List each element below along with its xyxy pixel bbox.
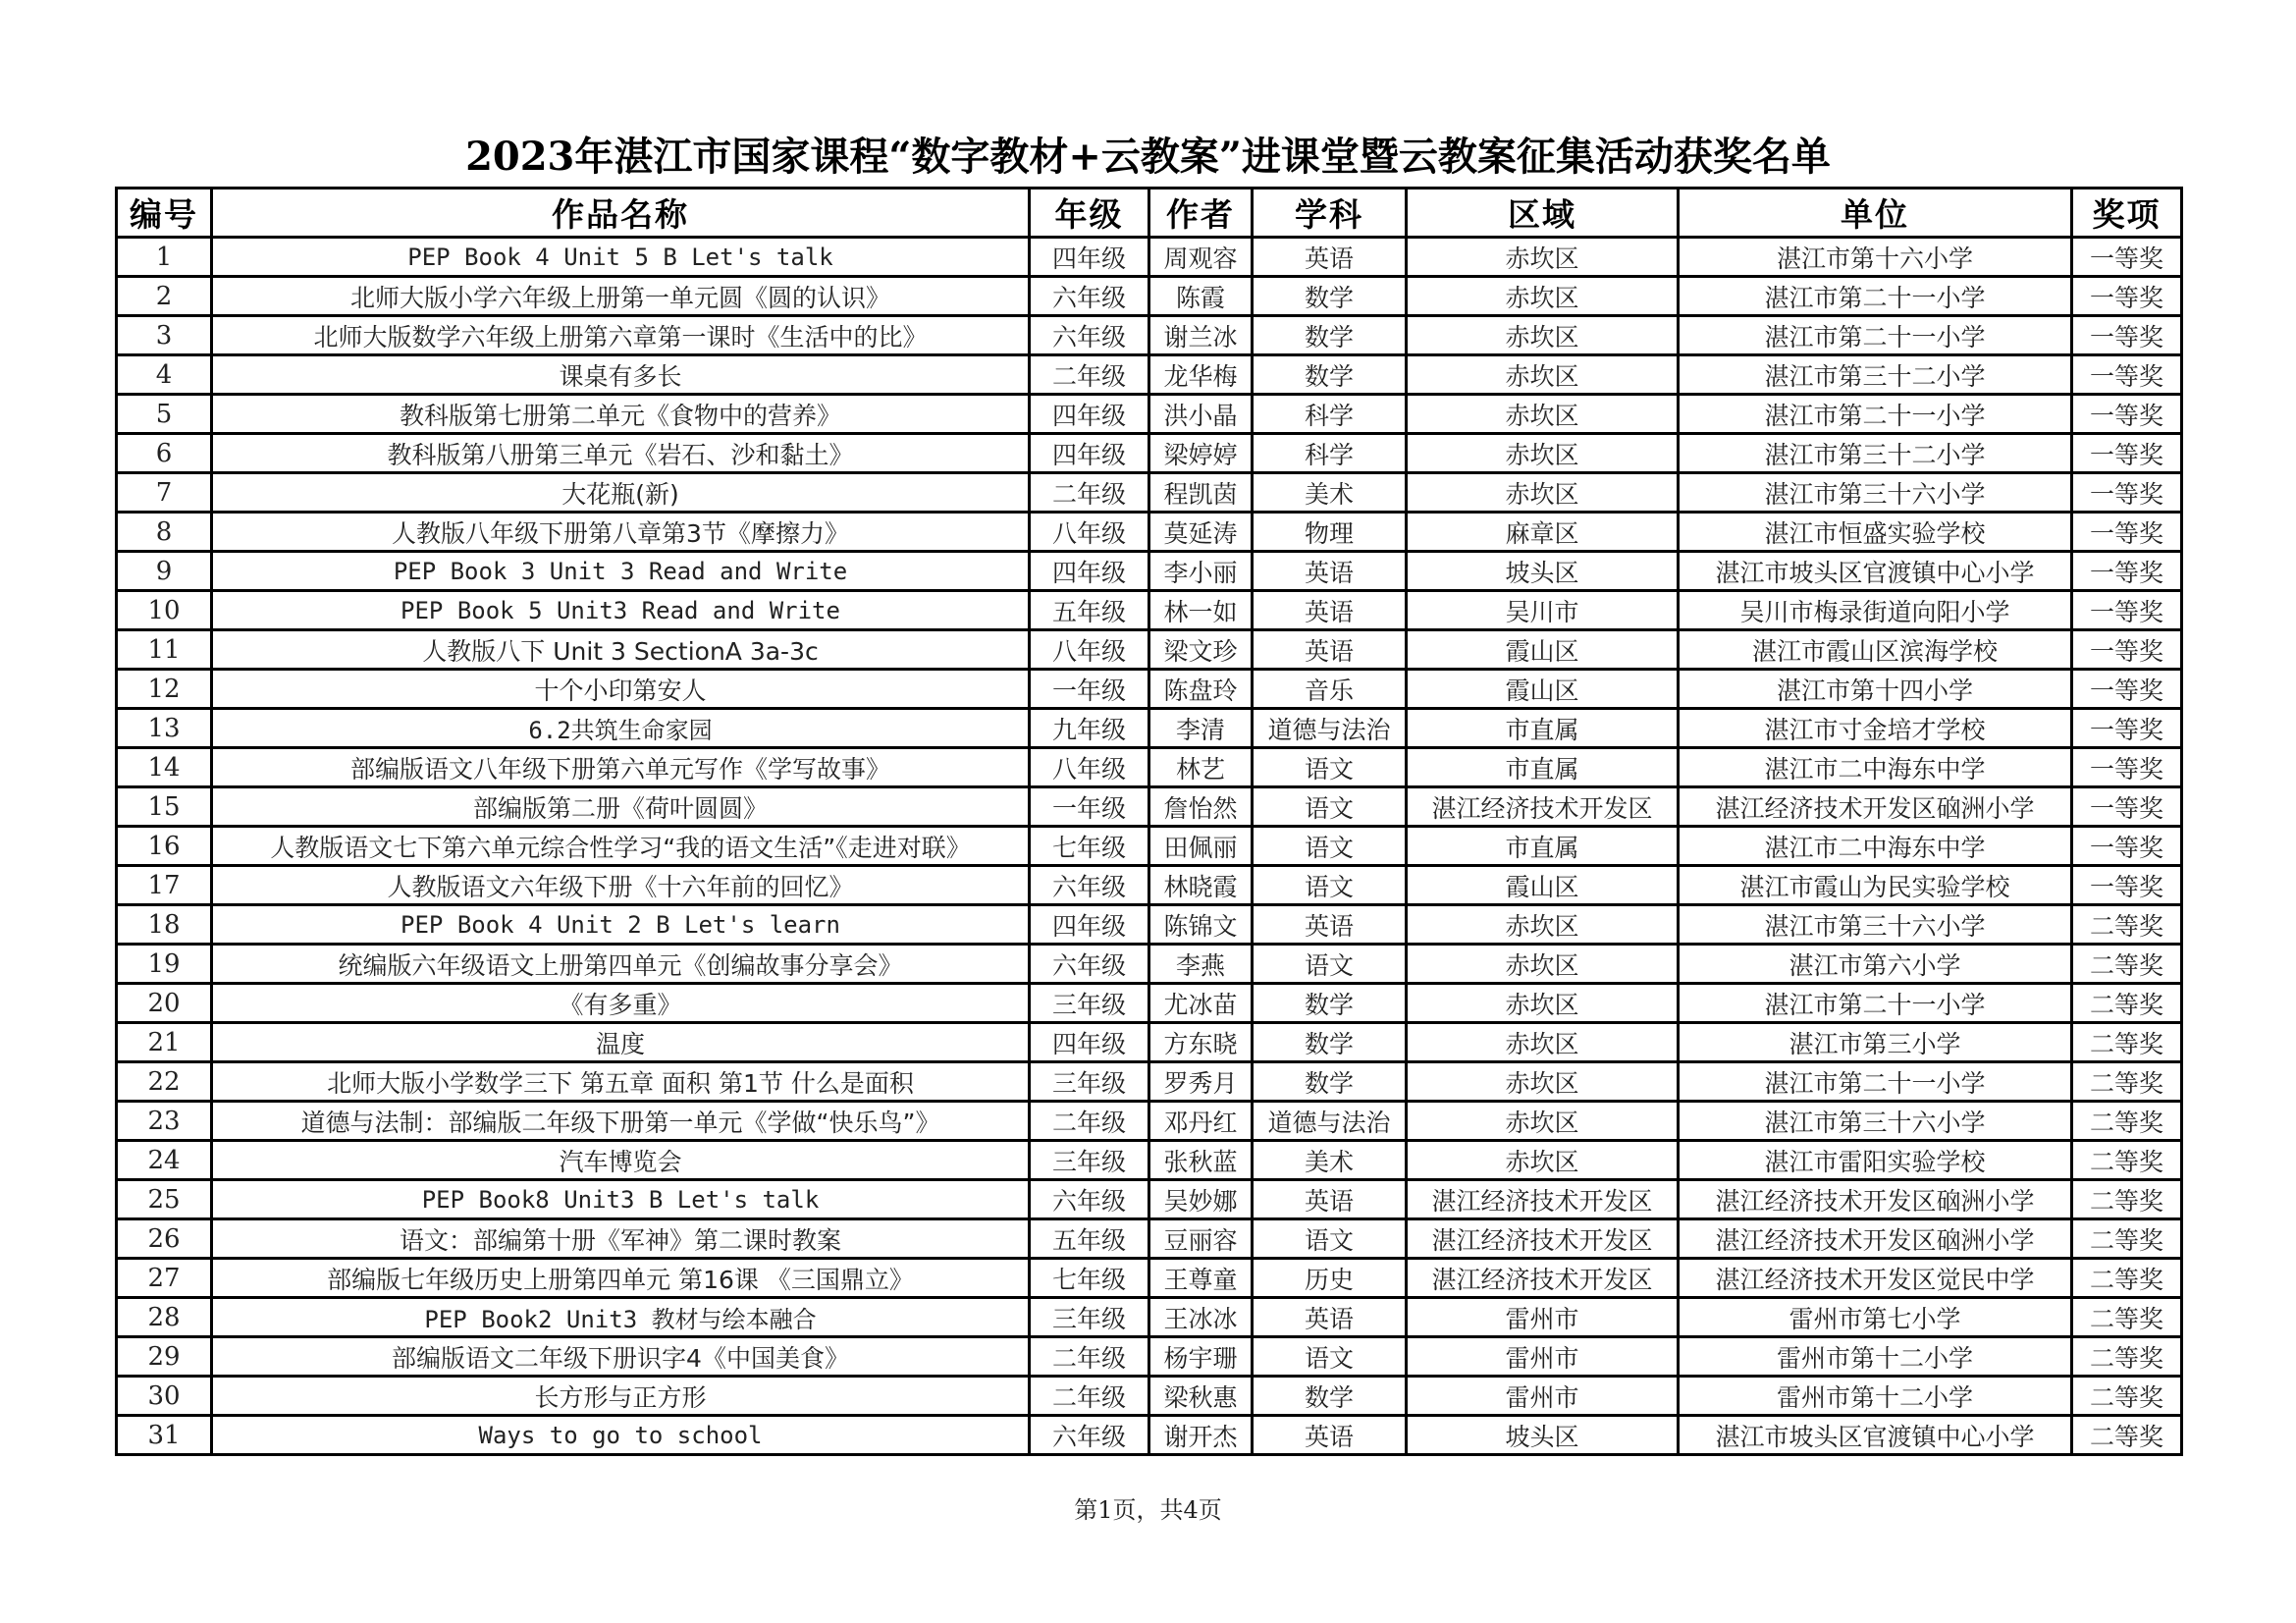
- cell-author: 尤冰苗: [1149, 984, 1253, 1023]
- table-row: [117, 670, 2182, 709]
- cell-award: 一等奖: [2072, 709, 2182, 748]
- table-row: [117, 316, 2182, 355]
- cell-district: 雷州市: [1407, 1377, 1679, 1416]
- cell-district: 坡头区: [1407, 552, 1679, 591]
- cell-school: 湛江市第二十一小学: [1679, 316, 2072, 355]
- cell-work-title: 大花瓶(新): [212, 473, 1030, 513]
- cell-author: 张秋蓝: [1149, 1141, 1253, 1180]
- cell-award: 一等奖: [2072, 277, 2182, 316]
- table-header-row: [117, 189, 2182, 238]
- cell-grade: 三年级: [1030, 1141, 1149, 1180]
- cell-grade: 二年级: [1030, 1337, 1149, 1377]
- cell-award: 二等奖: [2072, 1062, 2182, 1102]
- cell-subject: 英语: [1253, 1298, 1407, 1337]
- table-row: [117, 1377, 2182, 1416]
- cell-award: 二等奖: [2072, 1102, 2182, 1141]
- cell-grade: 六年级: [1030, 866, 1149, 905]
- cell-school: 湛江市第十四小学: [1679, 670, 2072, 709]
- table-row: [117, 1298, 2182, 1337]
- cell-school: 湛江市第六小学: [1679, 945, 2072, 984]
- cell-work-title: PEP Book 3 Unit 3 Read and Write: [212, 552, 1030, 591]
- cell-grade: 四年级: [1030, 552, 1149, 591]
- cell-school: 湛江市第二十一小学: [1679, 277, 2072, 316]
- cell-award: 一等奖: [2072, 473, 2182, 513]
- cell-school: 湛江经济技术开发区硇洲小学: [1679, 1219, 2072, 1259]
- cell-district: 赤坎区: [1407, 945, 1679, 984]
- cell-author: 莫延涛: [1149, 513, 1253, 552]
- cell-work-title: 教科版第七册第二单元《食物中的营养》: [212, 395, 1030, 434]
- cell-school: 湛江市霞山为民实验学校: [1679, 866, 2072, 905]
- cell-district: 赤坎区: [1407, 473, 1679, 513]
- table-row: [117, 1416, 2182, 1455]
- cell-district: 霞山区: [1407, 670, 1679, 709]
- cell-work-title: 温度: [212, 1023, 1030, 1062]
- cell-school: 湛江市坡头区官渡镇中心小学: [1679, 1416, 2072, 1455]
- cell-id: 26: [117, 1219, 212, 1259]
- cell-award: 二等奖: [2072, 1377, 2182, 1416]
- table-row: [117, 945, 2182, 984]
- cell-award: 一等奖: [2072, 827, 2182, 866]
- table-row: [117, 709, 2182, 748]
- cell-school: 湛江市二中海东中学: [1679, 748, 2072, 787]
- table-row: [117, 1062, 2182, 1102]
- cell-school: 湛江市第三小学: [1679, 1023, 2072, 1062]
- cell-district: 赤坎区: [1407, 1141, 1679, 1180]
- cell-award: 二等奖: [2072, 1298, 2182, 1337]
- cell-work-title: 道德与法制：部编版二年级下册第一单元《学做“快乐鸟”》: [212, 1102, 1030, 1141]
- table-row: [117, 552, 2182, 591]
- cell-grade: 六年级: [1030, 277, 1149, 316]
- cell-school: 雷州市第十二小学: [1679, 1337, 2072, 1377]
- cell-author: 洪小晶: [1149, 395, 1253, 434]
- cell-school: 湛江市第三十六小学: [1679, 905, 2072, 945]
- cell-award: 一等奖: [2072, 395, 2182, 434]
- cell-author: 梁秋惠: [1149, 1377, 1253, 1416]
- cell-award: 二等奖: [2072, 1141, 2182, 1180]
- cell-id: 30: [117, 1377, 212, 1416]
- cell-school: 湛江市坡头区官渡镇中心小学: [1679, 552, 2072, 591]
- table-row: [117, 591, 2182, 630]
- cell-id: 11: [117, 630, 212, 670]
- cell-subject: 历史: [1253, 1259, 1407, 1298]
- cell-award: 二等奖: [2072, 1219, 2182, 1259]
- table-row: [117, 1337, 2182, 1377]
- cell-id: 5: [117, 395, 212, 434]
- award-table: [115, 187, 2183, 1456]
- cell-district: 霞山区: [1407, 630, 1679, 670]
- cell-subject: 英语: [1253, 905, 1407, 945]
- cell-work-title: 汽车博览会: [212, 1141, 1030, 1180]
- cell-grade: 六年级: [1030, 316, 1149, 355]
- cell-district: 赤坎区: [1407, 984, 1679, 1023]
- cell-subject: 英语: [1253, 1180, 1407, 1219]
- cell-work-title: 人教版八年级下册第八章第3节《摩擦力》: [212, 513, 1030, 552]
- cell-grade: 八年级: [1030, 630, 1149, 670]
- cell-subject: 科学: [1253, 395, 1407, 434]
- cell-school: 湛江市寸金培才学校: [1679, 709, 2072, 748]
- table-row: [117, 1023, 2182, 1062]
- cell-school: 湛江市第二十一小学: [1679, 395, 2072, 434]
- cell-district: 赤坎区: [1407, 355, 1679, 395]
- cell-author: 程凯茵: [1149, 473, 1253, 513]
- cell-id: 21: [117, 1023, 212, 1062]
- cell-author: 梁婷婷: [1149, 434, 1253, 473]
- cell-district: 赤坎区: [1407, 434, 1679, 473]
- cell-school: 湛江市第十六小学: [1679, 238, 2072, 277]
- cell-author: 李燕: [1149, 945, 1253, 984]
- table-row: [117, 1180, 2182, 1219]
- cell-work-title: 北师大版数学六年级上册第六章第一课时《生活中的比》: [212, 316, 1030, 355]
- cell-award: 一等奖: [2072, 552, 2182, 591]
- page-number: 第1页，共4页: [1074, 1496, 1222, 1524]
- table-row: [117, 1259, 2182, 1298]
- cell-district: 赤坎区: [1407, 1102, 1679, 1141]
- cell-grade: 四年级: [1030, 395, 1149, 434]
- cell-award: 二等奖: [2072, 984, 2182, 1023]
- cell-id: 29: [117, 1337, 212, 1377]
- cell-subject: 语文: [1253, 1219, 1407, 1259]
- cell-author: 陈霞: [1149, 277, 1253, 316]
- cell-id: 19: [117, 945, 212, 984]
- cell-work-title: 人教版语文六年级下册《十六年前的回忆》: [212, 866, 1030, 905]
- cell-subject: 音乐: [1253, 670, 1407, 709]
- cell-grade: 九年级: [1030, 709, 1149, 748]
- cell-district: 霞山区: [1407, 866, 1679, 905]
- cell-id: 2: [117, 277, 212, 316]
- cell-award: 一等奖: [2072, 591, 2182, 630]
- cell-grade: 七年级: [1030, 1259, 1149, 1298]
- cell-author: 林晓霞: [1149, 866, 1253, 905]
- cell-work-title: 人教版八下 Unit 3 SectionA 3a-3c: [212, 630, 1030, 670]
- cell-id: 27: [117, 1259, 212, 1298]
- cell-grade: 七年级: [1030, 827, 1149, 866]
- cell-subject: 英语: [1253, 1416, 1407, 1455]
- cell-award: 一等奖: [2072, 513, 2182, 552]
- cell-author: 陈盘玲: [1149, 670, 1253, 709]
- cell-school: 雷州市第七小学: [1679, 1298, 2072, 1337]
- cell-school: 湛江市二中海东中学: [1679, 827, 2072, 866]
- cell-grade: 二年级: [1030, 473, 1149, 513]
- cell-school: 湛江市第二十一小学: [1679, 1062, 2072, 1102]
- cell-work-title: 部编版七年级历史上册第四单元 第16课 《三国鼎立》: [212, 1259, 1030, 1298]
- cell-grade: 二年级: [1030, 1377, 1149, 1416]
- table-row: [117, 905, 2182, 945]
- table-row: [117, 277, 2182, 316]
- cell-author: 杨宇珊: [1149, 1337, 1253, 1377]
- cell-id: 1: [117, 238, 212, 277]
- cell-district: 湛江经济技术开发区: [1407, 787, 1679, 827]
- cell-work-title: 部编版语文八年级下册第六单元写作《学写故事》: [212, 748, 1030, 787]
- cell-school: 湛江市恒盛实验学校: [1679, 513, 2072, 552]
- cell-author: 谢兰冰: [1149, 316, 1253, 355]
- cell-award: 一等奖: [2072, 670, 2182, 709]
- cell-district: 雷州市: [1407, 1298, 1679, 1337]
- header-work-title: 作品名称: [212, 189, 1030, 238]
- cell-subject: 数学: [1253, 1377, 1407, 1416]
- header-id: 编号: [117, 189, 212, 238]
- cell-work-title: PEP Book 4 Unit 5 B Let's talk: [212, 238, 1030, 277]
- cell-subject: 英语: [1253, 552, 1407, 591]
- cell-school: 湛江市第二十一小学: [1679, 984, 2072, 1023]
- cell-id: 31: [117, 1416, 212, 1455]
- cell-grade: 四年级: [1030, 238, 1149, 277]
- cell-district: 赤坎区: [1407, 1062, 1679, 1102]
- table-row: [117, 1219, 2182, 1259]
- header-subject: 学科: [1253, 189, 1407, 238]
- cell-award: 一等奖: [2072, 787, 2182, 827]
- cell-award: 一等奖: [2072, 866, 2182, 905]
- cell-author: 周观容: [1149, 238, 1253, 277]
- cell-district: 坡头区: [1407, 1416, 1679, 1455]
- cell-grade: 六年级: [1030, 1180, 1149, 1219]
- header-district: 区域: [1407, 189, 1679, 238]
- cell-subject: 道德与法治: [1253, 1102, 1407, 1141]
- cell-id: 23: [117, 1102, 212, 1141]
- cell-work-title: 教科版第八册第三单元《岩石、沙和黏土》: [212, 434, 1030, 473]
- cell-school: 雷州市第十二小学: [1679, 1377, 2072, 1416]
- cell-id: 10: [117, 591, 212, 630]
- header-grade: 年级: [1030, 189, 1149, 238]
- cell-district: 麻章区: [1407, 513, 1679, 552]
- cell-grade: 四年级: [1030, 905, 1149, 945]
- cell-work-title: PEP Book 4 Unit 2 B Let's learn: [212, 905, 1030, 945]
- cell-district: 赤坎区: [1407, 238, 1679, 277]
- cell-id: 16: [117, 827, 212, 866]
- cell-author: 李清: [1149, 709, 1253, 748]
- cell-grade: 五年级: [1030, 591, 1149, 630]
- cell-school: 湛江市第三十二小学: [1679, 434, 2072, 473]
- cell-award: 一等奖: [2072, 434, 2182, 473]
- cell-work-title: 6.2共筑生命家园: [212, 709, 1030, 748]
- cell-grade: 六年级: [1030, 1416, 1149, 1455]
- cell-award: 二等奖: [2072, 1023, 2182, 1062]
- cell-subject: 语文: [1253, 748, 1407, 787]
- cell-district: 吴川市: [1407, 591, 1679, 630]
- cell-author: 王尊童: [1149, 1259, 1253, 1298]
- cell-subject: 英语: [1253, 238, 1407, 277]
- header-author: 作者: [1149, 189, 1253, 238]
- cell-author: 罗秀月: [1149, 1062, 1253, 1102]
- cell-work-title: 《有多重》: [212, 984, 1030, 1023]
- cell-author: 林一如: [1149, 591, 1253, 630]
- cell-district: 赤坎区: [1407, 905, 1679, 945]
- cell-author: 王冰冰: [1149, 1298, 1253, 1337]
- cell-school: 湛江经济技术开发区硇洲小学: [1679, 1180, 2072, 1219]
- cell-district: 市直属: [1407, 709, 1679, 748]
- cell-author: 龙华梅: [1149, 355, 1253, 395]
- cell-subject: 数学: [1253, 277, 1407, 316]
- cell-author: 方东晓: [1149, 1023, 1253, 1062]
- header-school: 单位: [1679, 189, 2072, 238]
- cell-subject: 数学: [1253, 355, 1407, 395]
- cell-grade: 二年级: [1030, 355, 1149, 395]
- table-row: [117, 787, 2182, 827]
- cell-subject: 语文: [1253, 945, 1407, 984]
- cell-work-title: 北师大版小学六年级上册第一单元圆《圆的认识》: [212, 277, 1030, 316]
- cell-district: 赤坎区: [1407, 316, 1679, 355]
- cell-district: 市直属: [1407, 827, 1679, 866]
- cell-grade: 一年级: [1030, 670, 1149, 709]
- table-row: [117, 748, 2182, 787]
- cell-grade: 八年级: [1030, 513, 1149, 552]
- table-row: [117, 238, 2182, 277]
- cell-award: 一等奖: [2072, 316, 2182, 355]
- table-row: [117, 434, 2182, 473]
- cell-award: 二等奖: [2072, 1180, 2182, 1219]
- cell-work-title: 十个小印第安人: [212, 670, 1030, 709]
- cell-author: 田佩丽: [1149, 827, 1253, 866]
- table-row: [117, 395, 2182, 434]
- cell-school: 湛江市第三十二小学: [1679, 355, 2072, 395]
- header-award: 奖项: [2072, 189, 2182, 238]
- cell-subject: 数学: [1253, 316, 1407, 355]
- cell-award: 二等奖: [2072, 905, 2182, 945]
- cell-district: 湛江经济技术开发区: [1407, 1219, 1679, 1259]
- table-row: [117, 1102, 2182, 1141]
- cell-id: 7: [117, 473, 212, 513]
- cell-school: 湛江市第三十六小学: [1679, 1102, 2072, 1141]
- cell-id: 3: [117, 316, 212, 355]
- cell-grade: 三年级: [1030, 1298, 1149, 1337]
- cell-subject: 语文: [1253, 866, 1407, 905]
- cell-id: 12: [117, 670, 212, 709]
- cell-author: 詹怡然: [1149, 787, 1253, 827]
- cell-author: 吴妙娜: [1149, 1180, 1253, 1219]
- table-body: [117, 238, 2182, 1455]
- cell-award: 一等奖: [2072, 748, 2182, 787]
- cell-author: 李小丽: [1149, 552, 1253, 591]
- cell-author: 邓丹红: [1149, 1102, 1253, 1141]
- cell-district: 赤坎区: [1407, 277, 1679, 316]
- table-row: [117, 355, 2182, 395]
- cell-district: 雷州市: [1407, 1337, 1679, 1377]
- cell-school: 湛江市第三十六小学: [1679, 473, 2072, 513]
- cell-id: 6: [117, 434, 212, 473]
- cell-id: 8: [117, 513, 212, 552]
- cell-grade: 三年级: [1030, 984, 1149, 1023]
- cell-grade: 四年级: [1030, 1023, 1149, 1062]
- cell-school: 湛江市霞山区滨海学校: [1679, 630, 2072, 670]
- cell-work-title: 北师大版小学数学三下 第五章 面积 第1节 什么是面积: [212, 1062, 1030, 1102]
- cell-subject: 科学: [1253, 434, 1407, 473]
- cell-author: 豆丽容: [1149, 1219, 1253, 1259]
- cell-grade: 四年级: [1030, 434, 1149, 473]
- cell-school: 湛江经济技术开发区觉民中学: [1679, 1259, 2072, 1298]
- cell-subject: 数学: [1253, 1062, 1407, 1102]
- table-row: [117, 630, 2182, 670]
- cell-district: 湛江经济技术开发区: [1407, 1259, 1679, 1298]
- cell-subject: 英语: [1253, 591, 1407, 630]
- cell-award: 一等奖: [2072, 238, 2182, 277]
- cell-award: 一等奖: [2072, 355, 2182, 395]
- cell-work-title: Ways to go to school: [212, 1416, 1030, 1455]
- cell-id: 24: [117, 1141, 212, 1180]
- cell-subject: 美术: [1253, 1141, 1407, 1180]
- cell-grade: 二年级: [1030, 1102, 1149, 1141]
- cell-grade: 五年级: [1030, 1219, 1149, 1259]
- cell-id: 14: [117, 748, 212, 787]
- cell-id: 17: [117, 866, 212, 905]
- cell-subject: 道德与法治: [1253, 709, 1407, 748]
- cell-district: 赤坎区: [1407, 395, 1679, 434]
- cell-award: 二等奖: [2072, 1416, 2182, 1455]
- cell-work-title: 课桌有多长: [212, 355, 1030, 395]
- cell-id: 28: [117, 1298, 212, 1337]
- cell-author: 林艺: [1149, 748, 1253, 787]
- cell-grade: 八年级: [1030, 748, 1149, 787]
- document-title: 2023年湛江市国家课程“数字教材+云教案”进课堂暨云教案征集活动获奖名单: [465, 134, 1831, 180]
- cell-award: 二等奖: [2072, 945, 2182, 984]
- cell-work-title: 长方形与正方形: [212, 1377, 1030, 1416]
- cell-id: 18: [117, 905, 212, 945]
- cell-subject: 数学: [1253, 984, 1407, 1023]
- table-row: [117, 1141, 2182, 1180]
- cell-work-title: PEP Book 5 Unit3 Read and Write: [212, 591, 1030, 630]
- cell-id: 13: [117, 709, 212, 748]
- cell-subject: 英语: [1253, 630, 1407, 670]
- cell-work-title: 语文：部编第十册《军神》第二课时教案: [212, 1219, 1030, 1259]
- cell-grade: 三年级: [1030, 1062, 1149, 1102]
- cell-work-title: 统编版六年级语文上册第四单元《创编故事分享会》: [212, 945, 1030, 984]
- cell-grade: 一年级: [1030, 787, 1149, 827]
- cell-district: 赤坎区: [1407, 1023, 1679, 1062]
- cell-work-title: PEP Book2 Unit3 教材与绘本融合: [212, 1298, 1030, 1337]
- cell-school: 吴川市梅录街道向阳小学: [1679, 591, 2072, 630]
- cell-work-title: PEP Book8 Unit3 B Let's talk: [212, 1180, 1030, 1219]
- cell-author: 陈锦文: [1149, 905, 1253, 945]
- cell-school: 湛江市雷阳实验学校: [1679, 1141, 2072, 1180]
- cell-id: 4: [117, 355, 212, 395]
- table-row: [117, 866, 2182, 905]
- cell-id: 22: [117, 1062, 212, 1102]
- cell-id: 15: [117, 787, 212, 827]
- cell-work-title: 部编版语文二年级下册识字4《中国美食》: [212, 1337, 1030, 1377]
- cell-author: 谢开杰: [1149, 1416, 1253, 1455]
- cell-subject: 物理: [1253, 513, 1407, 552]
- table-row: [117, 984, 2182, 1023]
- cell-id: 20: [117, 984, 212, 1023]
- cell-award: 一等奖: [2072, 630, 2182, 670]
- cell-award: 二等奖: [2072, 1259, 2182, 1298]
- cell-author: 梁文珍: [1149, 630, 1253, 670]
- cell-subject: 语文: [1253, 827, 1407, 866]
- cell-work-title: 人教版语文七下第六单元综合性学习“我的语文生活”《走进对联》: [212, 827, 1030, 866]
- cell-work-title: 部编版第二册《荷叶圆圆》: [212, 787, 1030, 827]
- cell-subject: 语文: [1253, 1337, 1407, 1377]
- cell-district: 湛江经济技术开发区: [1407, 1180, 1679, 1219]
- cell-district: 市直属: [1407, 748, 1679, 787]
- cell-school: 湛江经济技术开发区硇洲小学: [1679, 787, 2072, 827]
- cell-id: 25: [117, 1180, 212, 1219]
- table-row: [117, 513, 2182, 552]
- cell-subject: 美术: [1253, 473, 1407, 513]
- table-row: [117, 473, 2182, 513]
- cell-grade: 六年级: [1030, 945, 1149, 984]
- table-row: [117, 827, 2182, 866]
- cell-award: 二等奖: [2072, 1337, 2182, 1377]
- cell-subject: 数学: [1253, 1023, 1407, 1062]
- cell-id: 9: [117, 552, 212, 591]
- cell-subject: 语文: [1253, 787, 1407, 827]
